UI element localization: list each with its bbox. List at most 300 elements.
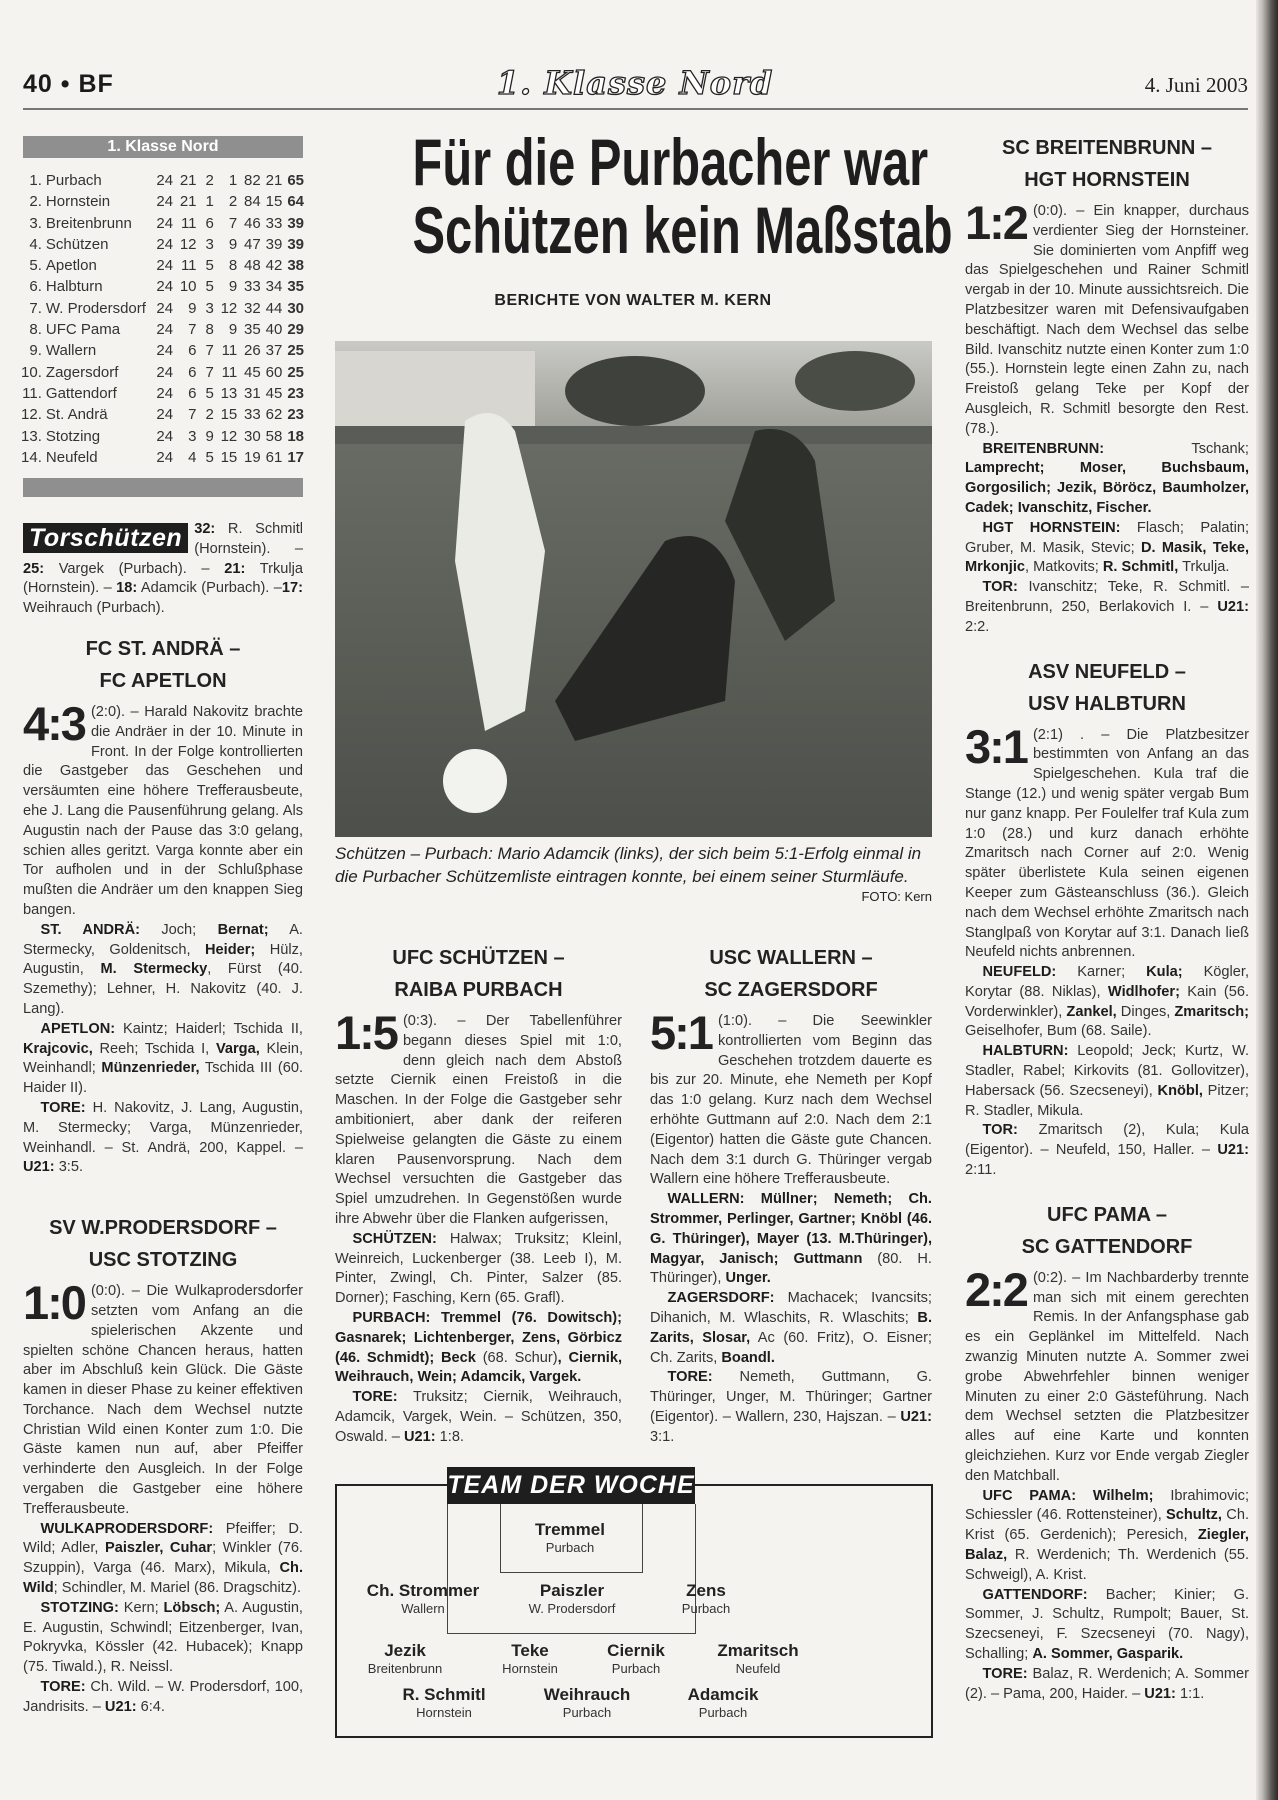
article-lead — [965, 1262, 1249, 1487]
standings-won: 6 — [188, 342, 197, 360]
standings-row — [20, 362, 304, 383]
standings-goals-against: 58 — [265, 427, 283, 445]
text-run: 3:5. — [54, 1159, 84, 1176]
player-club: Hornstein — [502, 1661, 558, 1676]
player-name: Tremmel — [535, 1520, 605, 1539]
player-club: W. Prodersdorf — [528, 1601, 616, 1616]
text-run: Machacek; Ivancsits; Dihanich, M. Wlaschits, R. Wlaschits; — [650, 1290, 932, 1326]
standings-goals-for: 46 — [244, 214, 261, 232]
text-run: Nemeth, Guttmann, G. Thüringer, Unger, M. Thüringer; Gartner (Eigentor). – Wallern, 230, Hajszan. – — [650, 1369, 932, 1425]
standings-row — [20, 191, 304, 212]
text-run: Klein, Weinhandl; — [23, 1040, 303, 1077]
standings-won: 11 — [180, 257, 197, 275]
lineup-paragraph — [335, 1230, 622, 1309]
standings-goals-against: 40 — [265, 321, 283, 339]
standings-row — [20, 276, 304, 297]
text-run: ; Schindler, M. Mariel (86. Dragschitz). — [53, 1580, 302, 1597]
standings-points: 23 — [287, 406, 304, 424]
bold-text-run: U21: — [23, 1159, 55, 1176]
standings-drawn: 5 — [205, 448, 214, 466]
bold-text-run: Ziegler, Balaz, — [965, 1527, 1249, 1564]
standings-goals-for: 82 — [244, 172, 261, 189]
player-name: Zmaritsch — [717, 1641, 799, 1660]
text-run: Dinges, — [1116, 1003, 1175, 1020]
bold-text-run: SCHÜTZEN: — [352, 1230, 437, 1247]
standings-row — [20, 340, 304, 361]
standings-points: 25 — [287, 342, 304, 360]
text-run: Kögler, Korytar (88. Niklas), — [965, 964, 1249, 1000]
bold-text-run: U21: — [1217, 1142, 1249, 1159]
bold-text-run: U21: — [1144, 1685, 1176, 1702]
lineup-paragraph — [650, 1190, 932, 1289]
text-run: A. Stermecky, Goldenitsch, — [23, 921, 303, 958]
article-heading-line: USC STOTZING — [88, 1249, 238, 1272]
standings-team-name: Halbturn — [45, 278, 103, 296]
text-run: Halwax; Truksitz; Kleinl, Weinreich, Luckenberger (38. Leeb I), M. Pinter, Zwingl, Ch. Pinter, Salzer (85. Dorner); Fasching, Kern (65. Grafl). — [335, 1230, 622, 1307]
standings-played: 24 — [156, 427, 174, 445]
text-run: 3:1. — [650, 1428, 675, 1445]
text-run: Trkulja (Hornstein). – — [23, 560, 303, 597]
scorers-label: Torschützen — [23, 523, 188, 553]
match-score: 5:1 — [650, 1006, 712, 1059]
team-player — [368, 1641, 442, 1677]
standings-played: 24 — [156, 172, 174, 189]
bold-text-run: Bernat; — [217, 921, 269, 938]
standings-won: 10 — [179, 278, 197, 296]
standings-row — [20, 383, 304, 404]
bold-text-run: Paiszler, Cuhar — [104, 1540, 213, 1557]
standings-drawn: 5 — [205, 278, 214, 296]
standings-drawn: 5 — [205, 257, 214, 275]
standings-team-name: Neufeld — [45, 448, 98, 466]
lineup-paragraph — [965, 440, 1249, 519]
page-number: 40 • BF — [23, 70, 114, 98]
player-name: Jezik — [384, 1641, 426, 1660]
standings-team-name: UFC Pama — [45, 321, 121, 339]
bold-text-run: U21: — [1217, 598, 1249, 615]
standings-drawn: 6 — [205, 214, 214, 232]
standings-lost: 7 — [228, 214, 238, 232]
standings-goals-against: 62 — [265, 406, 283, 424]
bold-text-run: TOR: — [982, 1122, 1018, 1139]
standings-played: 24 — [156, 193, 174, 211]
standings-row — [20, 319, 304, 340]
text-run: Ac (60. Fritz), O. Eisner; Ch. Zarits, — [650, 1329, 932, 1366]
standings-goals-for: 31 — [244, 384, 261, 402]
article-lead-text: (0:0). – Die Wulkaprodersdorfer setzten vom Anfang an die spielerischen Akzente und spielten schöne Chancen heraus, hatten aber im Abschluß kein Glück. Die Gäste kamen in dieser Phase zu keiner effektiven Torchance. Nach dem Wechsel nutzte Christian Wild einen Konter zum 1:0. Die Gäste kamen nun auf, aber Pfeiffer verhinderte den Ausgleich. In der Folge vergaben die Gastgeber eine höhere Trefferausbeute. — [23, 1283, 303, 1517]
byline: BERICHTE VON WALTER M. KERN — [494, 292, 772, 309]
lineup-paragraph — [650, 1368, 932, 1447]
standings-goals-for: 47 — [244, 235, 261, 253]
standings-goals-for: 48 — [244, 257, 261, 275]
standings-team-name: Apetlon — [45, 257, 97, 275]
bold-text-run: M. Stermecky — [100, 961, 208, 978]
headline-line-1: Für die Purbacher war — [412, 125, 929, 199]
standings-won: 7 — [188, 321, 197, 339]
bold-text-run: Krajcovic, — [23, 1040, 93, 1057]
article-heading — [335, 942, 622, 1006]
article-heading — [650, 942, 932, 1006]
match-score: 4:3 — [23, 696, 85, 750]
standings-team-name: Schützen — [45, 235, 109, 253]
bold-text-run: Zmaritsch; — [1174, 1003, 1249, 1020]
lineup-paragraph — [965, 1042, 1249, 1121]
standings-lost: 15 — [220, 448, 238, 466]
photo-caption — [335, 842, 932, 905]
standings-lost: 9 — [228, 321, 238, 339]
standings-won: 21 — [179, 193, 197, 211]
bold-text-run: Knöbl, — [1157, 1082, 1203, 1099]
standings-goals-for: 45 — [244, 363, 261, 381]
article-heading-line: RAIBA PURBACH — [394, 979, 563, 1001]
standings-row — [20, 298, 304, 319]
standings-goals-for: 30 — [244, 427, 261, 445]
standings-rank: 4. — [29, 235, 42, 253]
text-run: (68. Schur) — [475, 1349, 558, 1366]
standings-rank: 1. — [29, 172, 42, 189]
standings-played: 24 — [156, 406, 174, 424]
standings-team-name: Wallern — [45, 342, 97, 360]
standings-team-name: Purbach — [45, 172, 102, 189]
lineup-paragraph — [965, 578, 1249, 637]
team-player — [682, 1581, 730, 1617]
headline-line-2: Schützen kein Maßstab — [412, 193, 953, 267]
text-run: R. Schmitl (Hornstein). – — [194, 521, 303, 557]
standings-played: 24 — [156, 299, 174, 317]
standings-goals-against: 45 — [265, 384, 283, 402]
issue-date: 4. Juni 2003 — [1144, 73, 1248, 97]
bold-text-run: BREITENBRUNN: — [982, 440, 1105, 457]
article-heading-line: HGT HORNSTEIN — [1024, 169, 1190, 191]
standings-lost: 11 — [221, 363, 238, 381]
lineup-paragraph — [23, 1678, 303, 1718]
text-run: Ibrahimovic; Schiessler (46. Rottensteiner), — [965, 1487, 1249, 1524]
lineup-paragraph — [965, 519, 1249, 578]
photo-tree — [565, 356, 705, 426]
bold-text-run: Varga, — [215, 1040, 260, 1057]
bold-text-run: A. Sommer, Gasparik. — [1032, 1646, 1184, 1662]
scorers-block — [23, 520, 303, 619]
standings-won: 7 — [188, 406, 197, 424]
standings-team-name: Stotzing — [45, 427, 101, 445]
standings-played: 24 — [156, 235, 174, 253]
standings-goals-for: 33 — [244, 278, 261, 296]
article-lead — [965, 196, 1249, 440]
team-player — [535, 1520, 605, 1556]
player-name: Weihrauch — [543, 1685, 631, 1704]
standings-goals-against: 33 — [265, 214, 283, 232]
standings-row — [20, 213, 304, 234]
standings-rank: 12. — [21, 406, 42, 424]
player-name: Teke — [511, 1641, 549, 1660]
player-name: Paiszler — [539, 1581, 605, 1600]
standings-goals-against: 34 — [265, 278, 283, 296]
text-run: 1:1. — [1175, 1685, 1205, 1702]
standings-row — [20, 426, 304, 447]
photo-ball — [443, 749, 507, 813]
bold-text-run: APETLON: — [40, 1020, 116, 1037]
standings-rank: 9. — [29, 342, 42, 360]
standings-points: 18 — [287, 427, 304, 445]
bold-text-run: TORE: — [40, 1679, 86, 1696]
standings-drawn: 8 — [205, 321, 214, 339]
bold-text-run: U21: — [900, 1408, 932, 1425]
bold-text-run: Ch. Wild — [23, 1560, 303, 1597]
team-of-week-title: TEAM DER WOCHE — [447, 1467, 695, 1504]
standings-played: 24 — [156, 257, 174, 275]
bold-text-run: 18: — [116, 580, 138, 597]
bold-text-run: Schultz, — [1166, 1507, 1222, 1524]
article-lead — [965, 719, 1249, 964]
bold-text-run: 17: — [281, 580, 303, 597]
text-run: Leopold; Jeck; Kurtz, W. Stadler, Rabel; Kirkovits (81. Gollovitzer), Habersack (56. Szecseneyi), — [965, 1043, 1249, 1099]
text-run: Trkulja. — [1178, 559, 1230, 576]
team-player — [688, 1685, 759, 1721]
standings-rank: 2. — [29, 193, 42, 211]
bold-text-run: Löbsch; — [163, 1599, 221, 1616]
article-heading-line: SV W.PRODERSDORF – — [49, 1217, 277, 1240]
text-run: , Fürst (40. Szemethy); Lehner, H. Nakovitz (40. J. Lang). — [23, 961, 303, 1017]
team-player — [607, 1641, 665, 1677]
standings-won: 9 — [188, 299, 197, 317]
team-player — [529, 1581, 616, 1617]
bold-text-run: B. Zarits, Slosar, — [650, 1309, 932, 1346]
photo-tree — [795, 351, 915, 411]
bold-text-run: Widlhofer; — [1107, 983, 1180, 1000]
bold-text-run: TORE: — [667, 1369, 713, 1386]
team-player — [502, 1641, 558, 1677]
article-heading-line: UFC SCHÜTZEN – — [392, 947, 565, 969]
article-lead — [23, 1276, 303, 1520]
article-heading-line: USV HALBTURN — [1028, 692, 1186, 715]
bold-text-run: U21: — [403, 1428, 436, 1445]
player-club: Purbach — [545, 1540, 595, 1555]
standings-goals-against: 37 — [265, 342, 283, 360]
standings-team-name: Breitenbrunn — [45, 214, 132, 232]
standings-points: 39 — [287, 235, 304, 253]
standings-played: 24 — [156, 342, 174, 360]
header-rule — [23, 108, 1248, 110]
article-lead-text: (0:2). – Im Nachbarderby trennte man sich mit einem gerechten Remis. In der Anfangsphase gab es ein Geplänkel im Mittelfeld. Nach zwanzig Minuten nutzte A. Sommer zwei grobe Abwehrfehler binnen weniger Minuten zu einer 2:0 Gästeführung. Nach dem Wechsel setzten die Platzbesitzer alles auf eine Karte und konnten gleichziehen. Kurz vor Ende vergab Ziegler den Matchball. — [965, 1269, 1249, 1484]
text-run: Weihrauch (Purbach). — [23, 600, 165, 617]
text-run: 2:2. — [965, 618, 990, 635]
standings-team-name: Gattendorf — [45, 384, 117, 402]
player-club: Hornstein — [416, 1705, 472, 1720]
standings-won: 3 — [188, 427, 197, 445]
text-run: 1:8. — [435, 1428, 464, 1445]
bold-text-run: Heider; — [204, 941, 256, 958]
standings-played: 24 — [156, 278, 174, 296]
bold-text-run: R. Schmitl, — [1102, 559, 1179, 576]
lineup-paragraph — [965, 1586, 1249, 1665]
match-score: 3:1 — [965, 719, 1027, 773]
lineup-paragraph — [965, 963, 1249, 1042]
match-score: 1:5 — [335, 1006, 397, 1059]
standings-table — [20, 170, 304, 468]
player-club: Purbach — [681, 1601, 731, 1616]
text-run: Bacher; Kinier; G. Sommer, J. Schultz, Rumpolt; Bauer, St. Szecseneyi, F. Szecseneyi (70. Nagy), Schalling; — [965, 1586, 1249, 1662]
standings-won: 4 — [188, 448, 197, 466]
standings-lost: 9 — [228, 235, 238, 253]
standings-lost: 13 — [220, 384, 238, 402]
standings-goals-against: 44 — [265, 299, 283, 317]
article-prodersdorf-stotzing — [23, 1212, 303, 1718]
article-lead-text: (0:3). – Der Tabellenführer begann dieses Spiel mit 1:0, denn gleich nach dem Abstoß setzte Ciernik einen Freistoß in die Maschen. In der Folge die Gastgeber sehr ambitioniert, aber dank der reiferen Spielweise gelangten die Gäste zu einem klaren Pausenvorsprung. Nach dem Wechsel versuchten die Gastgeber das Spiel umzudrehen. In Gegenstößen wurde ihre Abwehr über die Flanken aufgerissen, — [335, 1013, 622, 1227]
text-run: Kern; — [118, 1599, 164, 1616]
standings-lost: 12 — [220, 299, 238, 317]
right-column — [965, 132, 1249, 1704]
bold-text-run: Kula; — [1146, 964, 1183, 981]
bold-text-run: WULKAPRODERSDORF: — [40, 1520, 214, 1537]
article-heading — [23, 1212, 303, 1276]
standings-points: 38 — [287, 257, 304, 275]
lineup-paragraph — [23, 1099, 303, 1178]
bold-text-run: U21: — [104, 1698, 137, 1715]
left-column — [23, 520, 303, 1718]
standings-goals-for: 33 — [244, 406, 261, 424]
bold-text-run: ZAGERSDORF: — [667, 1290, 775, 1307]
standings-won: 11 — [180, 214, 197, 232]
bold-text-run: TORE: — [352, 1389, 398, 1406]
standings-goals-for: 26 — [244, 342, 261, 360]
standings-goals-against: 42 — [265, 257, 283, 275]
standings-lost: 1 — [228, 172, 238, 189]
text-run: Flasch; Palatin; Gruber, M. Masik, Stevic; — [965, 519, 1249, 556]
bold-text-run: D. Masik, Teke, Mrkonjic — [965, 539, 1249, 576]
article-heading-line: ASV NEUFELD – — [1028, 660, 1186, 683]
standings-team-name: St. Andrä — [45, 406, 108, 424]
standings-played: 24 — [156, 448, 174, 466]
standings-goals-against: 61 — [265, 448, 283, 466]
text-run: R. Werdenich; Th. Werdenich (55. Schweigl), A. Krist. — [965, 1547, 1249, 1583]
photo-building — [335, 351, 535, 431]
bold-text-run: WALLERN: Müllner; Nemeth; Ch. Strommer, Perlinger, Gartner; Knöbl (46. G. Thüringer), Mayer (13. M.Thüringer), Magyar, Janisch; Guttmann — [650, 1191, 932, 1267]
text-run: Ivanschitz; Teke, R. Schmitl. – Breitenbrunn, 250, Berlakovich I. – — [965, 579, 1249, 615]
standings-rank: 13. — [21, 427, 42, 445]
standings-rank: 14. — [21, 448, 42, 466]
lineup-paragraph — [965, 1121, 1249, 1180]
lineup-paragraph — [335, 1388, 622, 1447]
lineup-paragraph — [965, 1665, 1249, 1705]
page-fold-shadow — [1256, 0, 1278, 1800]
standings-played: 24 — [156, 321, 174, 339]
bold-text-run: PURBACH: Tremmel (76. Dowitsch); Gasnarek; Lichtenberger, Zens, Görbicz (46. Schmidt); Beck — [335, 1309, 622, 1366]
player-club: Wallern — [401, 1601, 445, 1616]
text-run: Tschank; — [1104, 440, 1249, 457]
headline — [335, 125, 953, 267]
article-heading — [965, 132, 1249, 196]
match-score: 1:2 — [965, 196, 1027, 249]
text-run: Pfeiffer; D. Wild; Adler, — [23, 1520, 303, 1557]
standings-team-name: Zagersdorf — [45, 363, 119, 381]
article-neufeld-halbturn — [965, 656, 1249, 1181]
standings-points: 29 — [287, 321, 304, 339]
team-player — [367, 1581, 479, 1617]
lineup-paragraph — [23, 1599, 303, 1678]
text-run: Truksitz; Ciernik, Weihrauch, Adamcik, Vargek, Wein. – Schützen, 350, Oswald. – — [335, 1389, 622, 1445]
text-run: Kain (56. Vorderwinkler), — [965, 983, 1250, 1020]
bold-text-run: ST. ANDRÄ: — [40, 921, 140, 938]
text-run: Hülz, Augustin, — [23, 941, 303, 978]
article-heading — [965, 1199, 1249, 1263]
bold-text-run: TOR: — [982, 579, 1018, 596]
standings-rank: 11. — [22, 384, 42, 402]
standings-points: 65 — [287, 172, 304, 189]
text-run: Reeh; Tschida I, — [92, 1040, 216, 1057]
standings-rank: 8. — [29, 321, 42, 339]
standings-points: 17 — [287, 448, 304, 466]
text-run: Ch. Krist (65. Gerdenich); Peresich, — [965, 1507, 1249, 1544]
bold-text-run: HALBTURN: — [982, 1043, 1069, 1060]
text-run: Joch; — [139, 921, 218, 938]
player-club: Purbach — [611, 1661, 661, 1676]
standings-title: 1. Klasse Nord — [23, 136, 303, 158]
standings-lost: 2 — [228, 193, 238, 211]
photo-credit: FOTO: Kern — [861, 889, 932, 904]
article-heading — [23, 633, 303, 697]
lineup-paragraph — [23, 1020, 303, 1099]
player-club: Breitenbrunn — [367, 1661, 443, 1676]
standings-goals-against: 15 — [265, 193, 283, 211]
standings-drawn: 2 — [205, 172, 214, 189]
article-lead — [335, 1006, 622, 1230]
standings-goals-for: 84 — [244, 193, 261, 211]
team-player — [544, 1685, 631, 1721]
bold-text-run: STOTZING: — [40, 1599, 119, 1616]
article-lead — [23, 696, 303, 921]
standings-team-name: W. Prodersdorf — [45, 299, 146, 317]
bold-text-run: 21: — [224, 560, 246, 577]
player-name: Adamcik — [687, 1685, 759, 1704]
text-run: A. Augustin, E. Augustin, Schwindl; Eitzenberger, Ivan, Pokryvka, Kössler (42. Hubacek); Knapp (75. Tiwald.), R. Neissl. — [23, 1599, 303, 1676]
bold-text-run: GATTENDORF: — [982, 1586, 1088, 1603]
lineup-paragraph — [650, 1289, 932, 1368]
standings-footer-bar — [23, 478, 303, 497]
standings-lost: 9 — [228, 278, 238, 296]
text-run: Geiselhofer, Bum (68. Saile). — [965, 1023, 1152, 1040]
bold-text-run: NEUFELD: — [982, 964, 1057, 981]
standings-played: 24 — [156, 384, 174, 402]
standings-rank: 3. — [29, 214, 42, 232]
standings-won: 12 — [179, 235, 197, 253]
lineup-paragraph — [965, 1487, 1249, 1586]
article-heading-line: FC APETLON — [99, 669, 227, 692]
standings-points: 30 — [287, 299, 304, 317]
text-run: Adamcik (Purbach). – — [137, 580, 282, 597]
player-name: Zens — [686, 1581, 726, 1600]
section-title: 1. Klasse Nord — [496, 64, 774, 102]
text-run: Kaintz; Haiderl; Tschida II, — [115, 1020, 303, 1037]
standings-goals-against: 39 — [265, 235, 283, 253]
text-run: Pitzer; R. Stadler, Mikula. — [965, 1082, 1249, 1119]
standings-played: 24 — [156, 214, 174, 232]
standings-points: 64 — [287, 193, 304, 211]
bold-text-run: TORE: — [982, 1665, 1028, 1682]
article-wallern-zagersdorf — [650, 942, 932, 1448]
text-run: Balaz, R. Werdenich; A. Sommer (2). – Pama, 200, Haider. – — [965, 1665, 1249, 1702]
standings-points: 25 — [287, 363, 304, 381]
standings-team-name: Hornstein — [45, 193, 111, 211]
article-heading-line: SC ZAGERSDORF — [704, 979, 878, 1001]
standings-goals-for: 35 — [244, 321, 261, 339]
standings-drawn: 3 — [205, 299, 214, 317]
player-name: Ciernik — [607, 1641, 665, 1660]
bold-text-run: Unger. — [725, 1270, 771, 1287]
text-run: Tschida III (60. Haider II). — [23, 1060, 303, 1097]
standings-row — [20, 255, 304, 276]
article-lead-text: (2:1) . – Die Platzbesitzer bestimmten von Anfang an das Spielgeschehen. Kula traf die Stange (12.) und wenig später vergab Bum nur ganz knapp. Per Foulelfer traf Kula zum 1:0 (28.) und kurz danach erhöhte Zmaritsch nach Corner auf 2:0. Wenig später überlistete Kula seinen eigenen Keeper zum Gästeanschluss (36.). Gleich nach dem Wechsel erhöhte Zmaritsch nach Stanglpaß von Korytar auf 3:1. Danach ließ Neufeld nichts anbrennen. — [965, 726, 1249, 961]
article-heading-line: SC GATTENDORF — [1021, 1235, 1193, 1258]
